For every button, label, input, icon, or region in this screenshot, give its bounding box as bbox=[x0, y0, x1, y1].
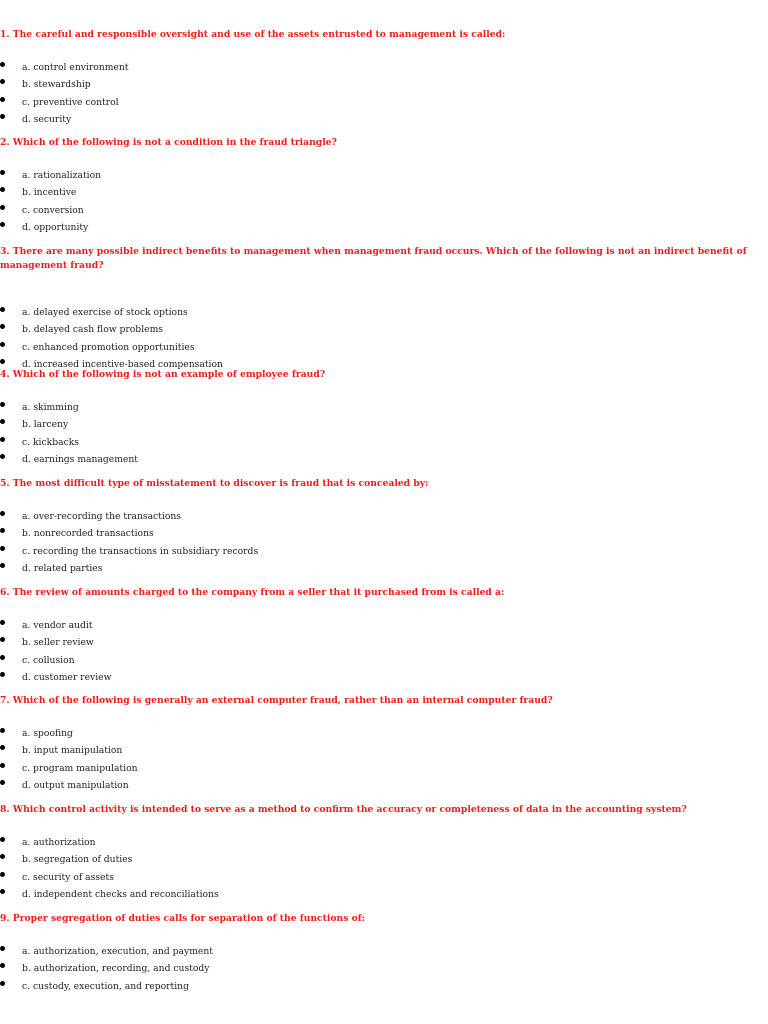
bullet-icon bbox=[0, 655, 5, 660]
bullet-icon bbox=[0, 672, 5, 677]
option-item bbox=[0, 668, 768, 685]
option-item bbox=[0, 868, 768, 885]
option-list bbox=[0, 942, 768, 994]
option-text: c. kickbacks bbox=[22, 436, 79, 448]
bullet-icon bbox=[0, 963, 5, 968]
option-item bbox=[0, 415, 768, 432]
option-text: b. incentive bbox=[22, 187, 77, 199]
question-text: 7. Which of the following is generally an external computer fraud, rather than an internal computer fraud? bbox=[0, 695, 553, 706]
bullet-icon bbox=[0, 170, 5, 175]
option-text: b. input manipulation bbox=[22, 745, 123, 757]
question-block bbox=[0, 136, 768, 235]
option-item bbox=[0, 559, 768, 576]
option-item bbox=[0, 651, 768, 668]
option-item bbox=[0, 507, 768, 524]
question-text: 5. The most difficult type of misstatement to discover is fraud that is concealed by: bbox=[0, 478, 429, 489]
option-text: d. security bbox=[22, 113, 72, 125]
option-list bbox=[0, 398, 768, 467]
bullet-icon bbox=[0, 780, 5, 785]
bullet-icon bbox=[0, 946, 5, 951]
option-text: b. authorization, recording, and custody bbox=[22, 963, 210, 975]
bullet-icon bbox=[0, 637, 5, 642]
bullet-icon bbox=[0, 342, 5, 347]
option-item bbox=[0, 850, 768, 867]
option-text: d. related parties bbox=[22, 562, 103, 574]
option-text: a. authorization, execution, and payment bbox=[22, 946, 213, 957]
option-item bbox=[0, 724, 768, 741]
option-text: c. security of assets bbox=[22, 871, 114, 883]
option-text: a. rationalization bbox=[22, 170, 102, 181]
question-block bbox=[0, 586, 768, 685]
option-list bbox=[0, 833, 768, 902]
bullet-icon bbox=[0, 359, 5, 364]
bullet-icon bbox=[0, 114, 5, 119]
bullet-icon bbox=[0, 528, 5, 533]
bullet-icon bbox=[0, 402, 5, 407]
option-list bbox=[0, 616, 768, 685]
option-item bbox=[0, 433, 768, 450]
bullet-icon bbox=[0, 745, 5, 750]
option-text: d. opportunity bbox=[22, 221, 89, 233]
option-item bbox=[0, 977, 768, 994]
bullet-icon bbox=[0, 79, 5, 84]
option-text: c. collusion bbox=[22, 654, 75, 666]
bullet-icon bbox=[0, 854, 5, 859]
option-item bbox=[0, 58, 768, 75]
question-text: 1. The careful and responsible oversight and use of the assets entrusted to management is called: bbox=[0, 29, 506, 40]
bullet-icon bbox=[0, 97, 5, 102]
option-item bbox=[0, 759, 768, 776]
option-list bbox=[0, 507, 768, 576]
question-text: 6. The review of amounts charged to the company from a seller that it purchased from is called a: bbox=[0, 587, 505, 598]
bullet-icon bbox=[0, 872, 5, 877]
option-item bbox=[0, 338, 768, 355]
option-text: b. larceny bbox=[22, 419, 69, 431]
option-item bbox=[0, 542, 768, 559]
option-text: b. seller review bbox=[22, 637, 94, 649]
option-text: d. customer review bbox=[22, 671, 112, 683]
option-text: b. nonrecorded transactions bbox=[22, 528, 154, 540]
option-item bbox=[0, 110, 768, 127]
option-text: a. over-recording the transactions bbox=[22, 511, 181, 522]
option-text: d. increased incentive-based compensation bbox=[22, 358, 223, 370]
option-text: b. segregation of duties bbox=[22, 854, 133, 866]
question-block bbox=[0, 694, 768, 793]
option-item bbox=[0, 303, 768, 320]
question-text: 8. Which control activity is intended to serve as a method to confirm the accuracy or completeness of data in the accounting system? bbox=[0, 804, 687, 815]
option-list bbox=[0, 166, 768, 235]
option-text: b. stewardship bbox=[22, 79, 91, 91]
option-item bbox=[0, 959, 768, 976]
option-item bbox=[0, 183, 768, 200]
option-text: a. vendor audit bbox=[22, 620, 93, 631]
bullet-icon bbox=[0, 563, 5, 568]
question-text: 2. Which of the following is not a condition in the fraud triangle? bbox=[0, 137, 337, 148]
option-item bbox=[0, 741, 768, 758]
bullet-icon bbox=[0, 763, 5, 768]
option-text: a. authorization bbox=[22, 837, 96, 848]
option-item bbox=[0, 398, 768, 415]
option-item bbox=[0, 524, 768, 541]
option-text: d. earnings management bbox=[22, 453, 138, 465]
option-item bbox=[0, 776, 768, 793]
option-text: d. independent checks and reconciliations bbox=[22, 888, 219, 900]
bullet-icon bbox=[0, 205, 5, 210]
question-block bbox=[0, 245, 768, 372]
question-text: 3. There are many possible indirect benefits to management when management fraud occurs. Which of the following is not an indirect benefit of management fraud? bbox=[0, 246, 747, 271]
option-list bbox=[0, 303, 768, 372]
option-item bbox=[0, 320, 768, 337]
question-block bbox=[0, 477, 768, 576]
option-text: a. spoofing bbox=[22, 728, 73, 739]
option-text: c. conversion bbox=[22, 204, 84, 216]
option-list bbox=[0, 724, 768, 793]
bullet-icon bbox=[0, 324, 5, 329]
option-item bbox=[0, 885, 768, 902]
question-block bbox=[0, 28, 768, 127]
option-item bbox=[0, 450, 768, 467]
option-item bbox=[0, 75, 768, 92]
option-text: c. custody, execution, and reporting bbox=[22, 980, 189, 992]
option-item bbox=[0, 93, 768, 110]
question-block bbox=[0, 368, 768, 467]
question-block bbox=[0, 803, 768, 902]
question-text: 4. Which of the following is not an example of employee fraud? bbox=[0, 369, 326, 380]
option-item bbox=[0, 218, 768, 235]
option-item bbox=[0, 166, 768, 183]
option-list bbox=[0, 58, 768, 127]
option-text: a. skimming bbox=[22, 402, 79, 413]
bullet-icon bbox=[0, 889, 5, 894]
option-text: a. control environment bbox=[22, 62, 129, 73]
option-text: c. enhanced promotion opportunities bbox=[22, 341, 195, 353]
bullet-icon bbox=[0, 454, 5, 459]
bullet-icon bbox=[0, 546, 5, 551]
bullet-icon bbox=[0, 511, 5, 516]
bullet-icon bbox=[0, 419, 5, 424]
bullet-icon bbox=[0, 981, 5, 986]
bullet-icon bbox=[0, 307, 5, 312]
option-text: b. delayed cash flow problems bbox=[22, 324, 163, 336]
bullet-icon bbox=[0, 222, 5, 227]
bullet-icon bbox=[0, 437, 5, 442]
option-item bbox=[0, 201, 768, 218]
bullet-icon bbox=[0, 728, 5, 733]
bullet-icon bbox=[0, 620, 5, 625]
bullet-icon bbox=[0, 187, 5, 192]
option-text: c. recording the transactions in subsidiary records bbox=[22, 545, 259, 557]
option-text: a. delayed exercise of stock options bbox=[22, 307, 188, 318]
option-item bbox=[0, 833, 768, 850]
question-text: 9. Proper segregation of duties calls for separation of the functions of: bbox=[0, 913, 366, 924]
option-item bbox=[0, 616, 768, 633]
option-text: c. program manipulation bbox=[22, 762, 138, 774]
bullet-icon bbox=[0, 837, 5, 842]
question-block bbox=[0, 912, 768, 994]
bullet-icon bbox=[0, 62, 5, 67]
option-text: c. preventive control bbox=[22, 96, 119, 108]
option-item bbox=[0, 633, 768, 650]
option-item bbox=[0, 942, 768, 959]
option-text: d. output manipulation bbox=[22, 779, 129, 791]
